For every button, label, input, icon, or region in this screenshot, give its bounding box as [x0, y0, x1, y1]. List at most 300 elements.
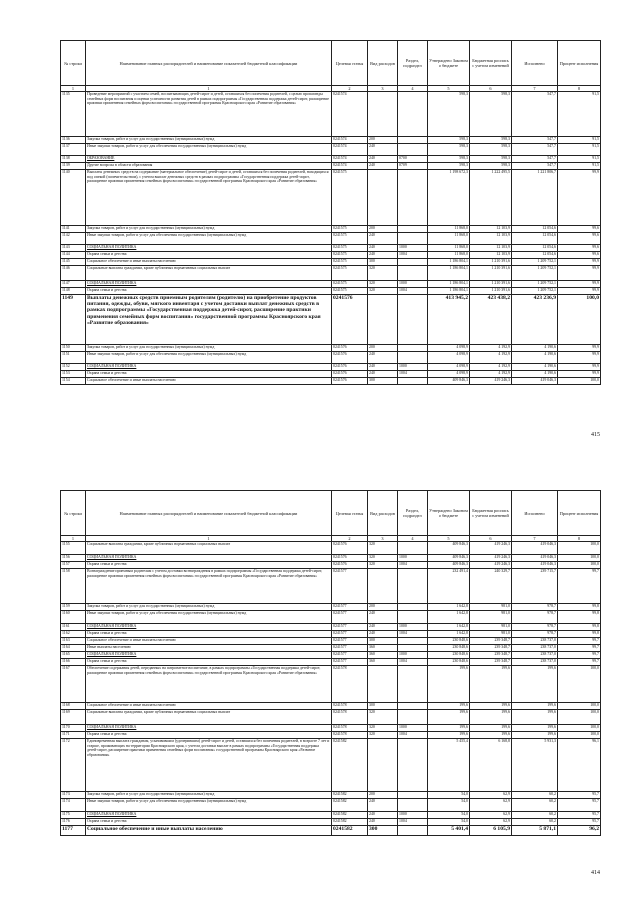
executed-amount: 978,7 [512, 611, 558, 624]
executed-amount: 4 190,6 [512, 352, 558, 364]
table-row [61, 233, 601, 245]
budget-list-amount: 1 210 391,6 [470, 281, 512, 288]
row-name: Социальные выплаты гражданам, кроме публичных нормативных социальных выплат [86, 266, 332, 281]
execution-percent: 91,5 [558, 144, 601, 156]
budget-list-amount: 239 348,7 [470, 659, 512, 666]
execution-percent: 100,0 [558, 295, 601, 345]
table-row [61, 378, 601, 385]
expense-type: 240 [368, 144, 398, 156]
expense-type: 240 [368, 799, 398, 812]
target-article: 0241577 [332, 631, 368, 638]
budget-list-amount: 981,0 [470, 631, 512, 638]
column-number: 2 [332, 536, 368, 542]
row-number: 1138 [61, 156, 86, 163]
column-number: 2 [332, 86, 368, 92]
section-code: 1004 [398, 252, 428, 259]
row-number: 1160 [61, 611, 86, 624]
expense-type: 320 [368, 542, 398, 555]
column-number: 1 [86, 536, 332, 542]
execution-percent: 91,5 [558, 156, 601, 163]
budget-list-amount: 598,3 [470, 163, 512, 170]
target-article: 0241574 [332, 163, 368, 170]
header-expense-type: Вид расходов [368, 491, 398, 536]
execution-percent: 96,2 [558, 826, 601, 836]
target-article: 0241582 [332, 792, 368, 799]
budget-list-amount: 240 329,7 [470, 569, 512, 604]
execution-percent: 100,0 [558, 703, 601, 710]
table-row [61, 371, 601, 378]
expense-type [368, 295, 398, 345]
approved-amount: 199,6 [428, 703, 470, 710]
row-number: 1177 [61, 826, 86, 836]
expense-type: 240 [368, 812, 398, 819]
table-row [61, 562, 601, 569]
expense-type [368, 569, 398, 604]
table-row [61, 652, 601, 659]
target-article: 0241576 [332, 295, 368, 345]
target-article: 0241577 [332, 652, 368, 659]
header-target-article: Целевая статья [332, 491, 368, 536]
executed-amount: 4 190,6 [512, 345, 558, 352]
target-article: 0241578 [332, 666, 368, 703]
row-name: Закупка товаров, работ и услуг для государственных (муниципальных) нужд [86, 792, 332, 799]
budget-list-amount: 239 348,7 [470, 652, 512, 659]
section-code [398, 226, 428, 233]
expense-type: 240 [368, 352, 398, 364]
approved-amount: 1 642,8 [428, 631, 470, 638]
target-article: 0241577 [332, 624, 368, 631]
budget-list-amount: 199,6 [470, 710, 512, 725]
executed-amount: 547,7 [512, 144, 558, 156]
budget-list-amount: 6 168,8 [470, 739, 512, 792]
approved-amount: 1 642,8 [428, 611, 470, 624]
approved-amount: 1 186 804,1 [428, 266, 470, 281]
row-name: СОЦИАЛЬНАЯ ПОЛИТИКА [86, 245, 332, 252]
budget-table [60, 40, 601, 385]
table-row [61, 799, 601, 812]
executed-amount: 60,2 [512, 792, 558, 799]
execution-percent: 96,1 [558, 739, 601, 792]
execution-percent: 100,0 [558, 542, 601, 555]
approved-amount: 409 846,3 [428, 378, 470, 385]
row-number: 1139 [61, 163, 86, 170]
execution-percent: 100,0 [558, 710, 601, 725]
executed-amount: 4 190,6 [512, 364, 558, 371]
section-code: 1004 [398, 819, 428, 826]
approved-amount: 598,3 [428, 156, 470, 163]
expense-type [368, 170, 398, 226]
executed-amount: 1 209 752,1 [512, 266, 558, 281]
row-name: Закупка товаров, работ и услуг для государственных (муниципальных) нужд [86, 345, 332, 352]
approved-amount: 230 848,6 [428, 638, 470, 645]
target-article: 0241575 [332, 252, 368, 259]
approved-amount: 232 491,4 [428, 569, 470, 604]
executed-amount: 423 236,9 [512, 295, 558, 345]
row-name: Социальное обеспечение и иные выплаты населению [86, 703, 332, 710]
target-article: 0241577 [332, 569, 368, 604]
header-name: Наименование главных распорядителей и наименование показателей бюджетной классификации [86, 491, 332, 536]
target-article: 0241575 [332, 266, 368, 281]
section-code [398, 703, 428, 710]
execution-percent: 91,5 [558, 137, 601, 144]
approved-amount: 11 868,0 [428, 252, 470, 259]
executed-amount: 419 046,3 [512, 562, 558, 569]
target-article: 0241576 [332, 555, 368, 562]
budget-list-amount: 4 192,9 [470, 352, 512, 364]
expense-type: 320 [368, 288, 398, 295]
expense-type: 360 [368, 645, 398, 652]
row-number: 1150 [61, 345, 86, 352]
target-article: 0241576 [332, 364, 368, 371]
execution-percent: 99,7 [558, 652, 601, 659]
execution-percent: 100,0 [558, 378, 601, 385]
execution-percent: 99,7 [558, 659, 601, 666]
expense-type: 200 [368, 792, 398, 799]
row-number: 1157 [61, 562, 86, 569]
target-article: 0241578 [332, 732, 368, 739]
table-row [61, 645, 601, 652]
approved-amount: 598,3 [428, 163, 470, 170]
executed-amount: 978,7 [512, 624, 558, 631]
page-number: 414 [591, 870, 600, 876]
approved-amount: 409 846,3 [428, 562, 470, 569]
target-article: 0241575 [332, 245, 368, 252]
table-row [61, 555, 601, 562]
row-number: 1172 [61, 739, 86, 792]
executed-amount: 12 054,6 [512, 252, 558, 259]
table-row [61, 245, 601, 252]
executed-amount: 419 046,3 [512, 555, 558, 562]
execution-percent: 95,7 [558, 792, 601, 799]
section-code [398, 345, 428, 352]
approved-amount: 409 846,3 [428, 555, 470, 562]
budget-list-amount: 1 222 495,5 [470, 170, 512, 226]
section-code [398, 144, 428, 156]
section-code [398, 233, 428, 245]
budget-list-amount: 199,6 [470, 725, 512, 732]
approved-amount: 1 642,8 [428, 604, 470, 611]
document-page-415 [60, 40, 600, 438]
table-row [61, 666, 601, 703]
target-article: 0241576 [332, 345, 368, 352]
section-code: 0709 [398, 163, 428, 170]
column-number: 1 [61, 536, 86, 542]
column-number: 5 [428, 86, 470, 92]
table-row [61, 819, 601, 826]
header-executed: Исполнено [512, 491, 558, 536]
row-name: Другие вопросы в области образования [86, 163, 332, 170]
header-section: Раздел, подраздел [398, 41, 428, 86]
table-row [61, 252, 601, 259]
row-name: Иные закупки товаров, работ и услуг для обеспечения государственных (муниципальных) нужд [86, 799, 332, 812]
budget-list-amount: 598,3 [470, 156, 512, 163]
row-number: 1151 [61, 352, 86, 364]
row-number: 1161 [61, 624, 86, 631]
expense-type: 200 [368, 137, 398, 144]
column-number: 1 [61, 86, 86, 92]
table-row [61, 352, 601, 364]
target-article: 0241582 [332, 819, 368, 826]
table-row [61, 281, 601, 288]
execution-percent: 99,9 [558, 371, 601, 378]
executed-amount: 238 737,0 [512, 652, 558, 659]
approved-amount: 4 098,9 [428, 364, 470, 371]
section-code: 1004 [398, 562, 428, 569]
section-code [398, 378, 428, 385]
table-row [61, 137, 601, 144]
section-code: 1000 [398, 652, 428, 659]
budget-table [60, 490, 601, 836]
execution-percent: 99,8 [558, 624, 601, 631]
execution-percent: 95,7 [558, 799, 601, 812]
approved-amount: 199,6 [428, 666, 470, 703]
expense-type: 240 [368, 819, 398, 826]
budget-list-amount: 199,6 [470, 703, 512, 710]
executed-amount: 5 871,1 [512, 826, 558, 836]
table-body [61, 542, 601, 836]
table-row [61, 659, 601, 666]
target-article: 0241578 [332, 725, 368, 732]
expense-type: 320 [368, 710, 398, 725]
table-row [61, 569, 601, 604]
row-name: Единовременная выплата гражданам, усыновившим (удочерившим) детей-сирот и детей, оставшихся без попечения родителей, в возрасте 7 лет и старше, проживающих на территории Красноярского края, с учетом доставки выплат в рамках подпрограммы «Государственная поддержка детей-сирот, расширение практики применения семейных форм воспитания» государственной программы Красноярского края «Развитие образования» [86, 739, 332, 792]
expense-type: 200 [368, 226, 398, 233]
table-body [61, 92, 601, 385]
row-number: 1155 [61, 542, 86, 555]
column-number: 7 [512, 536, 558, 542]
target-article: 0241575 [332, 233, 368, 245]
budget-list-amount: 62,9 [470, 819, 512, 826]
execution-percent: 91,5 [558, 163, 601, 170]
row-name: Социальные выплаты гражданам, кроме публичных нормативных социальных выплат [86, 542, 332, 555]
budget-list-amount: 6 105,9 [470, 826, 512, 836]
header-executed: Исполнено [512, 41, 558, 86]
table-row [61, 631, 601, 638]
section-code: 1000 [398, 812, 428, 819]
row-name: СОЦИАЛЬНАЯ ПОЛИТИКА [86, 624, 332, 631]
row-name: Обеспечение содержания детей, переданных на патронатное воспитание, в рамках подпрограммы «Государственная поддержка детей-сирот, расширение практики применения семейных форм воспитания» государственной программы Красноярского края «Развитие образования» [86, 666, 332, 703]
executed-amount: 199,6 [512, 703, 558, 710]
executed-amount: 199,6 [512, 710, 558, 725]
budget-list-amount: 62,9 [470, 812, 512, 819]
table-row [61, 288, 601, 295]
row-name: Охрана семьи и детства [86, 659, 332, 666]
table-row [61, 542, 601, 555]
execution-percent: 95,7 [558, 812, 601, 819]
row-name: СОЦИАЛЬНАЯ ПОЛИТИКА [86, 652, 332, 659]
section-code [398, 92, 428, 137]
row-name: Охрана семьи и детства [86, 288, 332, 295]
approved-amount: 598,3 [428, 137, 470, 144]
executed-amount: 419 046,3 [512, 378, 558, 385]
expense-type: 320 [368, 555, 398, 562]
header-percent: Процент исполнения [558, 491, 601, 536]
section-code [398, 739, 428, 792]
row-name: Выплаты денежных средств приемным родителям (родителю) на приобретение продуктов питания, одежды, обуви, мягкого инвентаря с учетом доставки выплат денежных средств в рамках подпрограммы «Государственная поддержка детей-сирот, расширение практики применения семейных форм воспитания» государственной программы Красноярского края «Развитие образования» [86, 295, 332, 345]
row-name: Социальное обеспечение и иные выплаты населению [86, 259, 332, 266]
executed-amount: 1 221 806,7 [512, 170, 558, 226]
table-row [61, 812, 601, 819]
header-section: Раздел, подраздел [398, 491, 428, 536]
executed-amount: 60,2 [512, 819, 558, 826]
row-number: 1166 [61, 659, 86, 666]
approved-amount: 598,3 [428, 92, 470, 137]
expense-type: 300 [368, 378, 398, 385]
row-number: 1144 [61, 252, 86, 259]
executed-amount: 199,6 [512, 732, 558, 739]
header-target-article: Целевая статья [332, 41, 368, 86]
budget-list-amount: 419 246,3 [470, 562, 512, 569]
approved-amount: 230 848,6 [428, 652, 470, 659]
execution-percent: 99,9 [558, 352, 601, 364]
target-article: 0241576 [332, 378, 368, 385]
target-article: 0241574 [332, 156, 368, 163]
budget-list-amount: 239 348,7 [470, 638, 512, 645]
target-article: 0241574 [332, 137, 368, 144]
executed-amount: 5 931,3 [512, 739, 558, 792]
section-code: 0700 [398, 156, 428, 163]
row-number: 1152 [61, 364, 86, 371]
executed-amount: 199,6 [512, 666, 558, 703]
target-article: 0241574 [332, 144, 368, 156]
row-name: СОЦИАЛЬНАЯ ПОЛИТИКА [86, 281, 332, 288]
table-row [61, 345, 601, 352]
table-row [61, 364, 601, 371]
row-number: 1167 [61, 666, 86, 703]
approved-amount: 54,0 [428, 799, 470, 812]
row-name: Охрана семьи и детства [86, 371, 332, 378]
section-code [398, 259, 428, 266]
executed-amount: 547,7 [512, 163, 558, 170]
execution-percent: 99,6 [558, 252, 601, 259]
section-code [398, 137, 428, 144]
row-name: СОЦИАЛЬНАЯ ПОЛИТИКА [86, 555, 332, 562]
row-name: Социальные выплаты гражданам, кроме публичных нормативных социальных выплат [86, 710, 332, 725]
table-row [61, 725, 601, 732]
section-code [398, 638, 428, 645]
executed-amount: 239 715,7 [512, 569, 558, 604]
row-number: 1137 [61, 144, 86, 156]
row-name: Иные закупки товаров, работ и услуг для обеспечения государственных (муниципальных) нужд [86, 352, 332, 364]
table-row [61, 638, 601, 645]
expense-type: 240 [368, 624, 398, 631]
target-article: 0241582 [332, 812, 368, 819]
budget-list-amount: 199,6 [470, 666, 512, 703]
table-row [61, 624, 601, 631]
target-article: 0241576 [332, 352, 368, 364]
execution-percent: 99,9 [558, 288, 601, 295]
table-row [61, 732, 601, 739]
row-name: Проведение мероприятий с участием семей, воспитывающих детей-сирот и детей, оставшихся без попечения родителей, с целью пропаганды семейных форм воспитания и оценки успешности развития детей в рамках подпрограммы «Государственная поддержка детей-сирот, расширение практики применения семейных форм воспитания» государственной программы Красноярского края «Развитие образования» [86, 92, 332, 137]
expense-type: 240 [368, 245, 398, 252]
executed-amount: 419 046,3 [512, 542, 558, 555]
table-row [61, 710, 601, 725]
row-number: 1168 [61, 703, 86, 710]
header-budget-list: Бюджетная роспись с учетом изменений [470, 491, 512, 536]
section-code: 1000 [398, 555, 428, 562]
expense-type: 360 [368, 652, 398, 659]
table-row [61, 226, 601, 233]
section-code [398, 792, 428, 799]
execution-percent: 91,5 [558, 92, 601, 137]
row-name: Закупка товаров, работ и услуг для государственных (муниципальных) нужд [86, 137, 332, 144]
document-page-414 [60, 490, 600, 876]
budget-list-amount: 4 192,9 [470, 371, 512, 378]
table-row [61, 92, 601, 137]
table-row [61, 826, 601, 836]
table-row [61, 611, 601, 624]
executed-amount: 1 209 752,1 [512, 259, 558, 266]
row-name: Социальное обеспечение и иные выплаты населению [86, 826, 332, 836]
approved-amount: 1 642,8 [428, 624, 470, 631]
section-code [398, 604, 428, 611]
target-article: 0241577 [332, 638, 368, 645]
expense-type: 300 [368, 826, 398, 836]
row-name: Социальное обеспечение и иные выплаты населению [86, 638, 332, 645]
expense-type: 240 [368, 371, 398, 378]
budget-list-amount: 12 103,9 [470, 233, 512, 245]
executed-amount: 12 054,6 [512, 233, 558, 245]
row-number: 1169 [61, 710, 86, 725]
approved-amount: 54,0 [428, 819, 470, 826]
executed-amount: 60,2 [512, 799, 558, 812]
execution-percent: 99,8 [558, 631, 601, 638]
row-name: СОЦИАЛЬНАЯ ПОЛИТИКА [86, 725, 332, 732]
row-number: 1174 [61, 799, 86, 812]
execution-percent: 100,0 [558, 732, 601, 739]
section-code: 1000 [398, 725, 428, 732]
target-article: 0241578 [332, 703, 368, 710]
row-name: Вознаграждение приемным родителям с учетом доставки вознаграждения в рамках подпрограммы «Государственная поддержка детей-сирот, расширение практики применения семейных форм воспитания» государственной программы Красноярского края «Развитие образования» [86, 569, 332, 604]
execution-percent: 99,9 [558, 170, 601, 226]
row-name: Иные закупки товаров, работ и услуг для обеспечения государственных (муниципальных) нужд [86, 233, 332, 245]
table-row [61, 703, 601, 710]
row-number: 1153 [61, 371, 86, 378]
budget-list-amount: 598,3 [470, 137, 512, 144]
expense-type: 240 [368, 611, 398, 624]
section-code: 1000 [398, 281, 428, 288]
budget-list-amount: 981,0 [470, 624, 512, 631]
table-row [61, 266, 601, 281]
target-article: 0241574 [332, 92, 368, 137]
row-name: Иные закупки товаров, работ и услуг для обеспечения государственных (муниципальных) нужд [86, 611, 332, 624]
execution-percent: 99,7 [558, 569, 601, 604]
execution-percent: 99,9 [558, 281, 601, 288]
section-code [398, 710, 428, 725]
execution-percent: 100,0 [558, 725, 601, 732]
table-row [61, 604, 601, 611]
budget-list-amount: 12 103,9 [470, 226, 512, 233]
expense-type: 300 [368, 703, 398, 710]
column-number: 4 [398, 536, 428, 542]
target-article: 0241576 [332, 562, 368, 569]
row-number: 1142 [61, 233, 86, 245]
expense-type: 240 [368, 364, 398, 371]
row-name: Охрана семьи и детства [86, 732, 332, 739]
row-number: 1141 [61, 226, 86, 233]
approved-amount: 4 098,9 [428, 345, 470, 352]
approved-amount: 5 401,4 [428, 826, 470, 836]
execution-percent: 99,8 [558, 611, 601, 624]
section-code [398, 645, 428, 652]
budget-list-amount: 981,0 [470, 604, 512, 611]
target-article: 0241582 [332, 739, 368, 792]
approved-amount: 11 868,0 [428, 233, 470, 245]
section-code: 1004 [398, 659, 428, 666]
target-article: 0241575 [332, 259, 368, 266]
expense-type: 240 [368, 163, 398, 170]
row-number: 1149 [61, 295, 86, 345]
